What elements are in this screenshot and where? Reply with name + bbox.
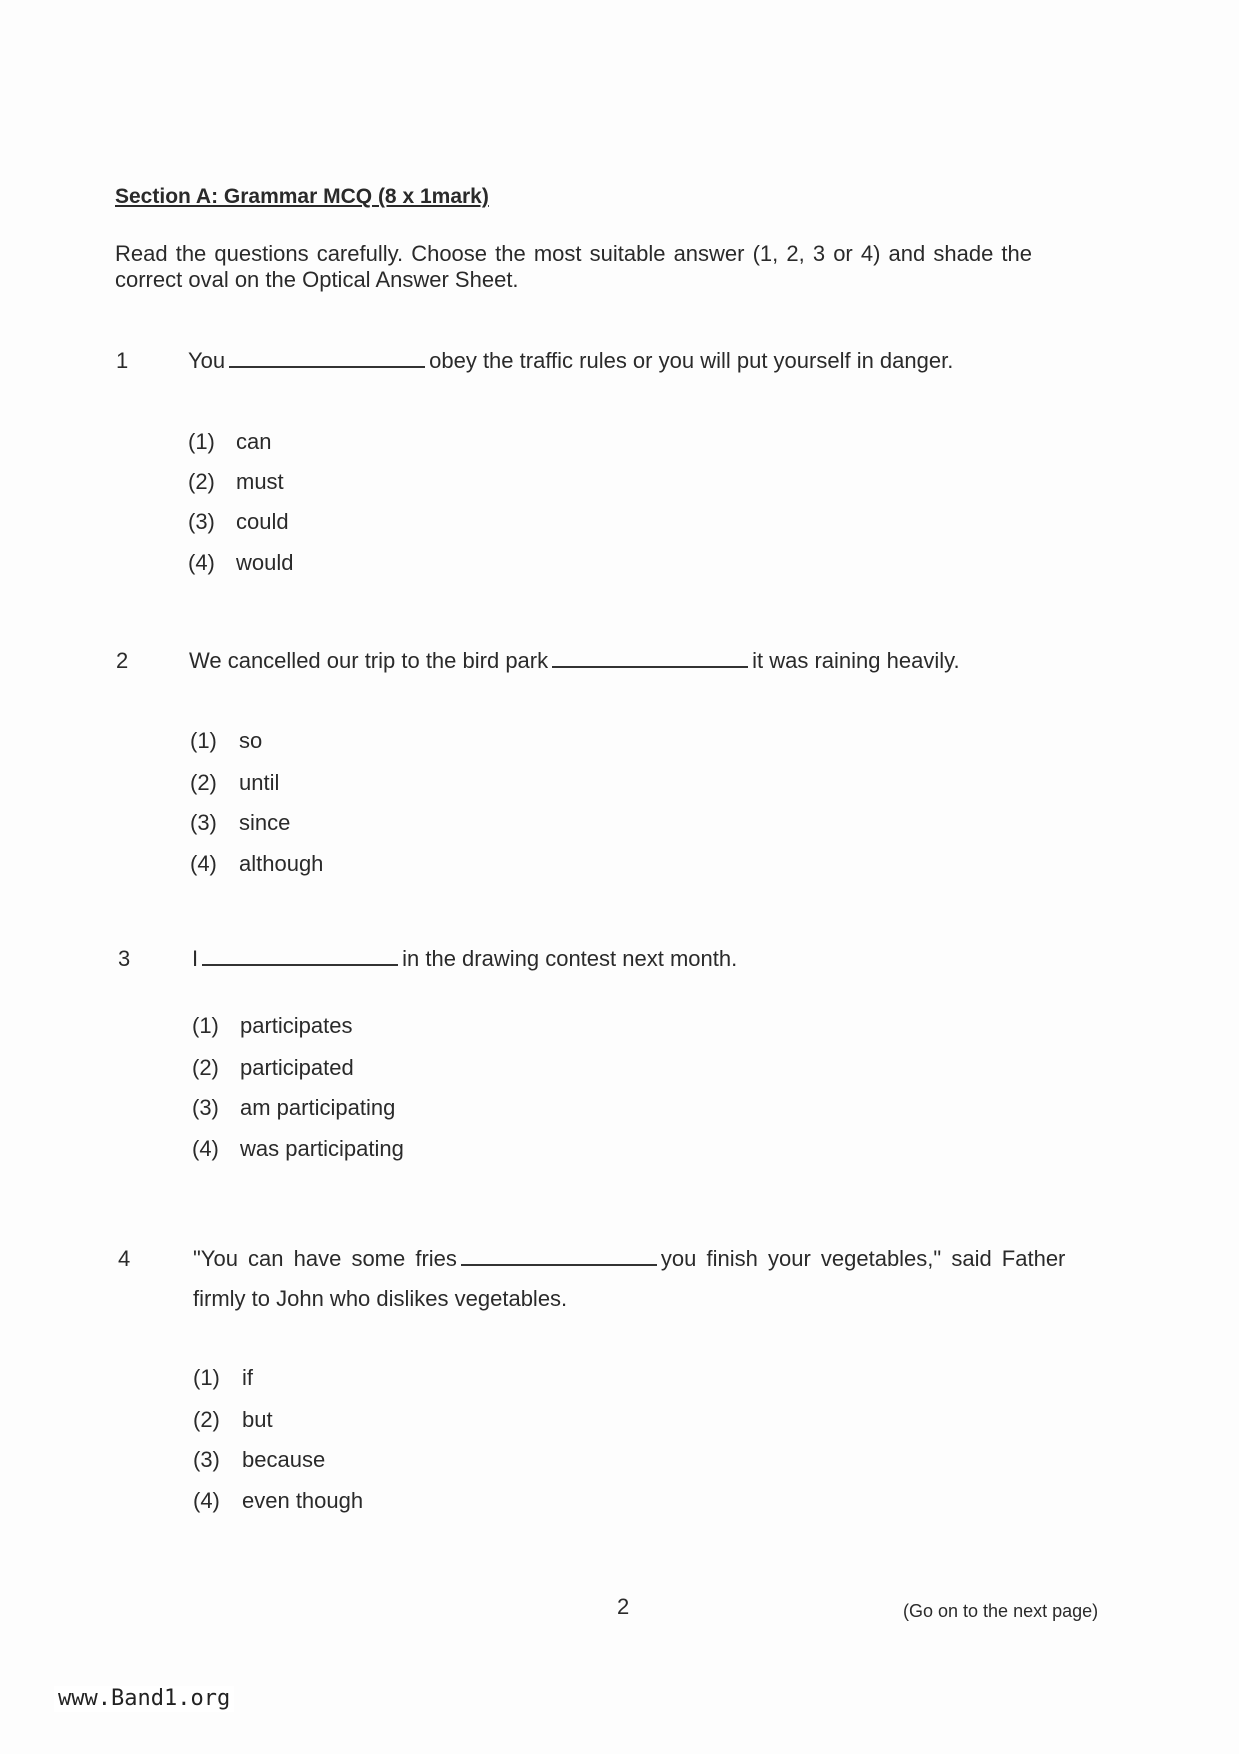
question-number: 3 xyxy=(118,946,131,971)
question-3-text xyxy=(192,948,737,970)
question-text-before: You xyxy=(188,348,226,373)
question-1-text xyxy=(188,350,953,372)
option-label: (2) xyxy=(188,469,215,494)
section-title: Section A: Grammar MCQ (8 x 1mark) xyxy=(115,185,489,208)
question-text-after: obey the traffic rules or you will put yourself in danger. xyxy=(429,348,954,373)
question-number: 1 xyxy=(116,348,129,373)
answer-blank xyxy=(461,1264,657,1266)
option-label: (4) xyxy=(193,1488,220,1513)
option-label: (2) xyxy=(192,1055,219,1080)
option-text: so xyxy=(239,728,263,753)
question-text-before: "You can have some fries xyxy=(193,1246,457,1271)
question-4-text xyxy=(193,1248,1065,1270)
option-text: participates xyxy=(240,1013,353,1038)
instructions-line-1: Read the questions carefully. Choose the most suitable answer (1, 2, 3 or 4) and shade the xyxy=(115,241,1032,266)
option-text: must xyxy=(236,469,284,494)
question-number: 4 xyxy=(118,1246,131,1271)
instructions-line-2: correct oval on the Optical Answer Sheet. xyxy=(115,267,519,292)
option-text: could xyxy=(236,509,289,534)
option-text: can xyxy=(236,429,272,454)
option-text: am participating xyxy=(240,1095,396,1120)
option-text: if xyxy=(242,1365,253,1390)
page-number: 2 xyxy=(617,1594,630,1619)
continue-note: (Go on to the next page) xyxy=(903,1601,1099,1621)
option-text: would xyxy=(236,550,294,575)
question-text-after: you finish your vegetables," said Father xyxy=(660,1246,1066,1271)
option-label: (1) xyxy=(188,429,215,454)
option-label: (4) xyxy=(188,550,215,575)
question-text-after: in the drawing contest next month. xyxy=(402,946,738,971)
question-text-after: it was raining heavily. xyxy=(752,648,960,673)
option-label: (1) xyxy=(192,1013,219,1038)
option-label: (1) xyxy=(193,1365,220,1390)
option-label: (2) xyxy=(193,1407,220,1432)
option-text: was participating xyxy=(240,1136,404,1161)
option-label: (3) xyxy=(188,509,215,534)
question-2-text xyxy=(189,650,960,672)
option-text: since xyxy=(239,810,291,835)
question-text-before: We cancelled our trip to the bird park xyxy=(189,648,549,673)
answer-blank xyxy=(552,666,748,668)
question-text-before: I xyxy=(192,946,199,971)
watermark: www.Band1.org xyxy=(54,1686,234,1712)
answer-blank xyxy=(202,964,398,966)
option-text: participated xyxy=(240,1055,354,1080)
option-text: until xyxy=(239,770,280,795)
option-label: (3) xyxy=(190,810,217,835)
option-label: (3) xyxy=(192,1095,219,1120)
option-label: (1) xyxy=(190,728,217,753)
option-label: (3) xyxy=(193,1447,220,1472)
option-label: (4) xyxy=(192,1136,219,1161)
option-text: because xyxy=(242,1447,326,1472)
option-text: even though xyxy=(242,1488,364,1513)
option-label: (2) xyxy=(190,770,217,795)
question-number: 2 xyxy=(116,648,129,673)
option-label: (4) xyxy=(190,851,217,876)
option-text: but xyxy=(242,1407,273,1432)
option-text: although xyxy=(239,851,324,876)
question-4-text-line-2: firmly to John who dislikes vegetables. xyxy=(193,1286,568,1311)
answer-blank xyxy=(229,366,425,368)
